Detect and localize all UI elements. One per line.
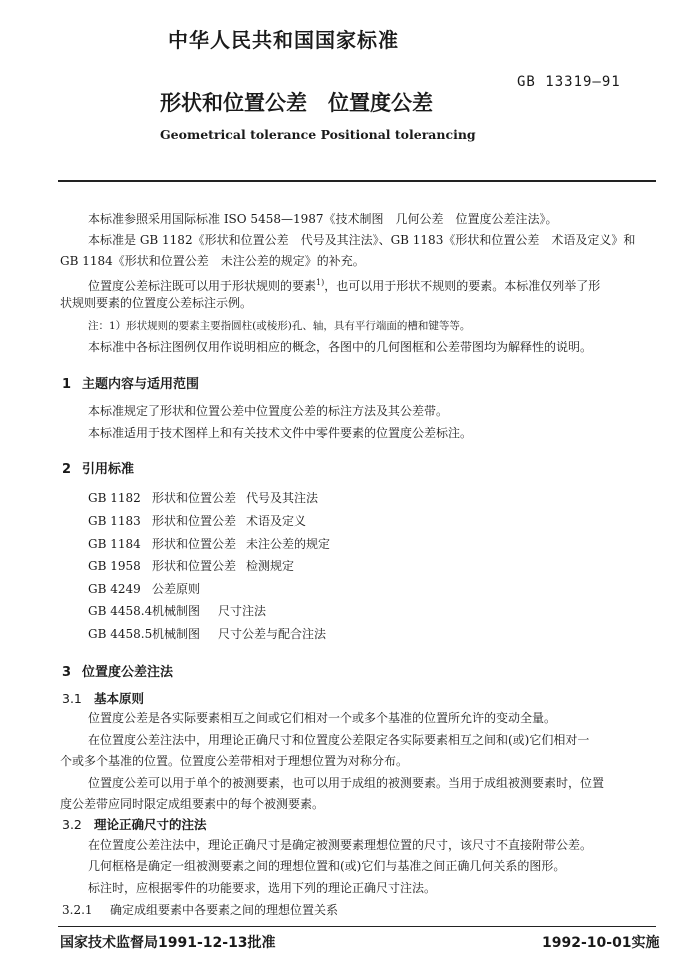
section-1-heading: 1 主题内容与适用范围	[62, 377, 200, 392]
reference-item: GB 4458.4机械制图 尺寸注法	[88, 604, 267, 618]
foreword-line-3: GB 1184《形状和位置公差 未注公差的规定》的补充。	[60, 254, 365, 268]
section-3-1-para: 位置度公差是各实际要素相互之间或它们相对一个或多个基准的位置所允许的变动全量。	[88, 711, 557, 725]
reference-item: GB 1184 形状和位置公差 未注公差的规定	[88, 537, 331, 551]
standard-code: GB 13319—91	[517, 74, 621, 90]
approval-date: 国家技术监督局1991-12-13批准	[60, 935, 276, 951]
reference-item: GB 1182 形状和位置公差 代号及其注法	[88, 491, 319, 505]
section-3-1-para: 个或多个基准的位置。位置度公差带相对于理想位置为对称分布。	[60, 754, 409, 768]
reference-item: GB 1958 形状和位置公差 检测规定	[88, 559, 295, 573]
foreword-footnote: 注：1）形状规则的要素主要指圆柱(或棱形)孔、轴，具有平行端面的槽和键等等。	[88, 320, 471, 332]
section-3-1-para: 度公差带应同时限定成组要素中的每个被测要素。	[60, 797, 325, 811]
section-3-1-heading: 3.1 基本原则	[62, 691, 145, 706]
section-1-para-2: 本标准适用于技术图样上和有关技术文件中零件要素的位置度公差标注。	[88, 426, 473, 440]
reference-item: GB 1183 形状和位置公差 术语及定义	[88, 514, 307, 528]
section-3-2-1-heading: 3.2.1 确定成组要素中各要素之间的理想位置关系	[62, 903, 339, 917]
document-title-en: Geometrical tolerance Positional tolerancing	[160, 127, 476, 142]
header-rule	[58, 180, 656, 182]
foreword-line-4: 位置度公差标注既可以用于形状规则的要素$^{1)}$，也可以用于形状不规则的要素。本标准仅列举了形	[88, 278, 601, 293]
document-title-zh: 形状和位置公差 位置度公差	[160, 91, 433, 115]
section-3-2-para: 标注时，应根据零件的功能要求，选用下列的理论正确尺寸注法。	[88, 881, 437, 895]
footer-rule	[58, 926, 656, 927]
section-3-2-para: 几何框格是确定一组被测要素之间的理想位置和(或)它们与基准之间正确几何关系的图形。	[88, 859, 566, 873]
section-3-2-heading: 3.2 理论正确尺寸的注法	[62, 817, 207, 832]
section-3-2-para: 在位置度公差注法中，理论正确尺寸是确定被测要素理想位置的尺寸，该尺寸不直接附带公差。	[88, 838, 593, 852]
effective-date: 1992-10-01实施	[542, 935, 660, 951]
section-2-heading: 2 引用标准	[62, 462, 135, 477]
foreword-line-5: 状规则要素的位置度公差标注示例。	[60, 296, 253, 310]
foreword-line-1: 本标准参照采用国际标准 ISO 5458—1987《技术制图 几何公差 位置度公差注法》。	[88, 212, 558, 226]
section-3-1-para: 位置度公差可以用于单个的被测要素，也可以用于成组的被测要素。当用于成组被测要素时，位置	[88, 776, 605, 790]
reference-item: GB 4458.5机械制图 尺寸公差与配合注法	[88, 627, 327, 641]
foreword-line-2: 本标准是 GB 1182《形状和位置公差 代号及其注法》、GB 1183《形状和位置公差 术语及定义》和	[88, 233, 636, 247]
foreword-line-6: 本标准中各标注图例仅用作说明相应的概念，各图中的几何图框和公差带图均为解释性的说明。	[88, 340, 593, 354]
section-1-para-1: 本标准规定了形状和位置公差中位置度公差的标注方法及其公差带。	[88, 404, 449, 418]
national-standard-title: 中华人民共和国国家标准	[168, 28, 399, 52]
reference-item: GB 4249 公差原则	[88, 582, 201, 596]
section-3-heading: 3 位置度公差注法	[62, 665, 174, 680]
section-3-1-para: 在位置度公差注法中，用理论正确尺寸和位置度公差限定各实际要素相互之间和(或)它们相对一	[88, 733, 590, 747]
